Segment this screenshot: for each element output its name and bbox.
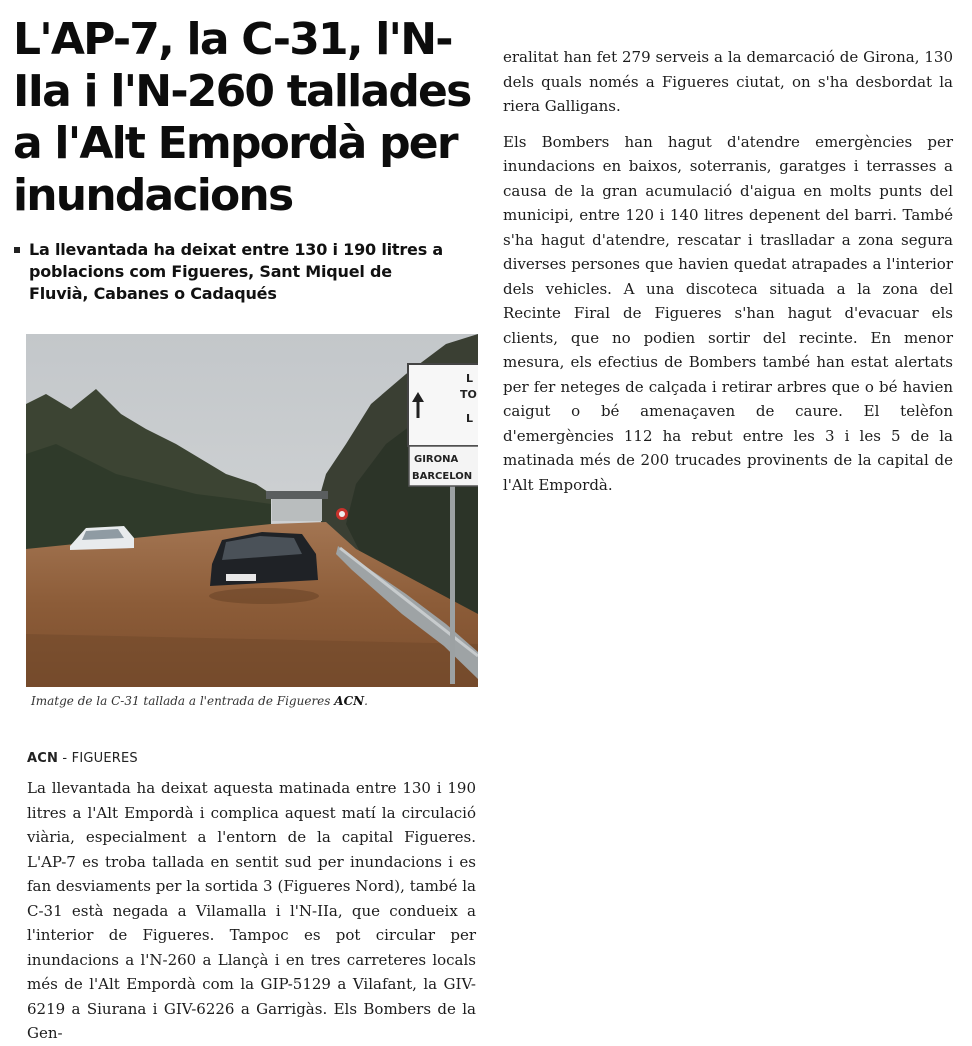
caption-end: . [364, 694, 368, 708]
body-paragraph: La llevantada ha deixat aquesta matinada entre 130 i 190 litres a l'Alt Empordà i complica aquest matí la circulació viària, especialment a l'entorn de la capital Figueres. L'AP-7 es troba tallada en sentit sud per inundacions i es fan desviaments per la sortida 3 (Figueres Nord), també la C-31 està negada a Vilamalla i l'N-IIa, que condueix a l'interior de Figueres. Tampoc es pot circular per inundacions a l'N-260 a Llançà i en tres carreteres locals més de l'Alt Empordà com la GIP-5129 a Vilafant, la GIV-6219 a Siurana i GIV-6226 a Garrigàs. Els Bombers de la Gen- [27, 779, 476, 1042]
article-body-left [27, 776, 476, 1046]
article-subheadline [14, 239, 454, 305]
sign-line-3: L [466, 412, 474, 425]
byline-location: FIGUERES [71, 751, 138, 766]
photo-caption [31, 694, 368, 708]
bullet-icon [14, 247, 20, 253]
byline [27, 751, 138, 766]
body-paragraph: eralitat han fet 279 serveis a la demarcació de Girona, 130 dels quals només a Figueres ciutat, on s'ha desbordat la riera Galligans. [503, 48, 953, 115]
sign-girona: GIRONA [414, 454, 459, 465]
article-headline: L'AP-7, la C-31, l'N-IIa i l'N-260 tallades a l'Alt Empordà per inundacions [13, 14, 471, 221]
byline-separator: - [58, 751, 72, 766]
article-photo [26, 334, 478, 687]
caption-credit: ACN [334, 694, 365, 708]
body-paragraph: Els Bombers han hagut d'atendre emergències per inundacions en baixos, soterranis, garatges i terrasses a causa de la gran acumulació d'aigua en molts punts del municipi, entre 120 i 140 litres depenent del barri. També s'ha hagut d'atendre, rescatar i traslladar a zona segura diverses persones que havien quedat atrapades a l'interior dels vehicles. A una discoteca situada a la zona del Recinte Firal de Figueres s'han hagut d'evacuar els clients, que no podien sortir del recinte. En menor mesura, els efectius de Bombers també han estat alertats per fer neteges de calçada i retirar arbres que o bé havien caigut o bé amenaçaven de caure. El telèfon d'emergències 112 ha rebut entre les 3 i les 5 de la matinada més de 200 trucades provinents de la capital de l'Alt Empordà. [503, 132, 953, 494]
subheadline-text: La llevantada ha deixat entre 130 i 190 litres a poblacions com Figueres, Sant Miquel de Fluvià, Cabanes o Cadaqués [29, 240, 443, 303]
article-body-right [503, 45, 953, 497]
sign-line-2: TO [460, 388, 477, 401]
caption-text: Imatge de la C-31 tallada a l'entrada de Figueres [31, 694, 331, 708]
sign-line-1: L [466, 372, 474, 385]
byline-agency: ACN [27, 751, 59, 766]
sign-barcelona: BARCELON [412, 471, 473, 482]
